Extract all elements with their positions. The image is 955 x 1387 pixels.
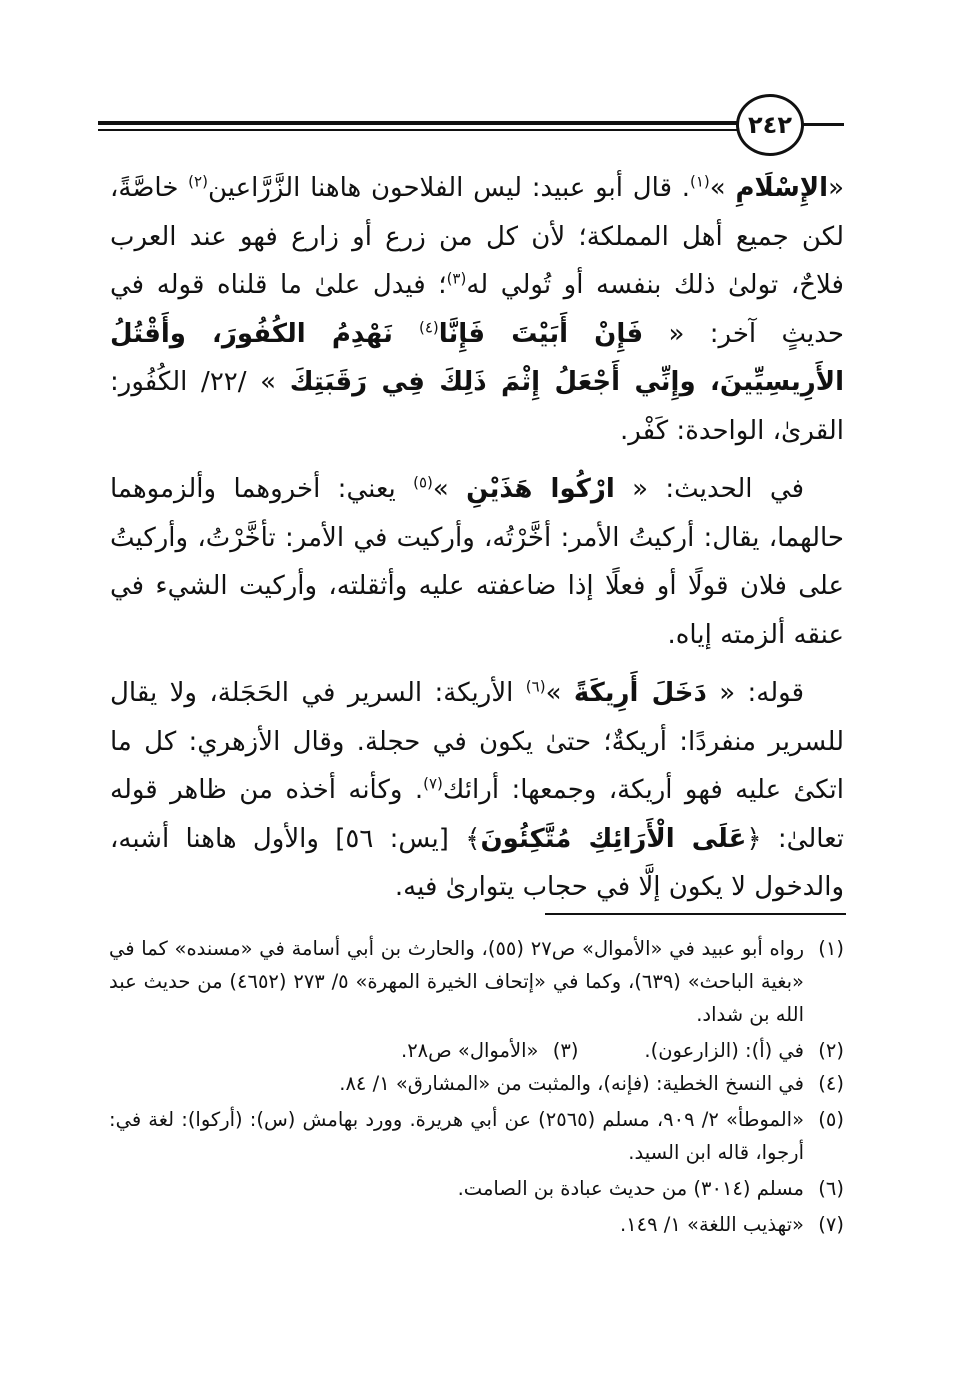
footnote	[109, 1103, 844, 1169]
footnote-ref: (٦)	[525, 677, 546, 696]
footnote-text: «الأموال» ص٢٨.	[400, 1039, 539, 1062]
text-run: في الحديث: «	[614, 474, 804, 504]
text-run: ﴾ [يس: ٥٦] والأول هاهنا أشبه، والدخول لا يكون إلَّا في حجاب يتوارىٰ فيه.	[110, 823, 844, 902]
paragraph	[110, 465, 844, 659]
footnote	[109, 932, 844, 1031]
quoted-text: الإِسْلَامِ	[735, 173, 829, 203]
text-run: . قال أبو عبيد: ليس الفلاحون هاهنا الزَّرَّاعين	[207, 173, 690, 203]
footnote-ref: (٧)	[423, 774, 443, 793]
footnote-text: في النسخ الخطية: (فإنه)، والمثبت من «المشارق» ١/ ٨٤.	[339, 1072, 804, 1095]
footnote-text: «الموطأ» ٢/ ٩٠٩، مسلم (٢٥٦٥) عن أبي هريرة. وورد بهامش (س): (أركوا): لغة في: أرجوا، قاله ابن السيد.	[109, 1108, 804, 1164]
quoted-text: دَخَلَ أَرِيكَةً	[573, 678, 707, 708]
footnote-text: رواه أبو عبيد في «الأموال» ص٢٧ (٥٥)، والحارث بن أبي أسامة في «مسنده» كما في «بغية الباحث» (٦٣٩)، وكما في «إتحاف الخيرة المهرة» ٥/ ٢٧٣ (٤٦٥٢) من حديث عبد الله بن شداد.	[109, 937, 804, 1026]
footnote-text: «تهذيب اللغة» ١/ ١٤٩.	[619, 1213, 804, 1236]
footnote	[109, 1172, 844, 1205]
text-run: . وكأنه أخذه من ظاهر قوله تعالىٰ: ﴿	[110, 775, 844, 854]
header-rule-right	[802, 123, 844, 126]
footnote-text: في (أ): (الزارعون).	[644, 1039, 804, 1062]
header-rule-bottom	[98, 129, 738, 131]
footnote	[109, 1067, 844, 1100]
footnote-number: (٣)	[552, 1039, 579, 1062]
quoted-text: فَإِنْ أَبَيْتَ فَإِنَّا	[438, 318, 644, 349]
page-number: ٢٤٢	[736, 94, 804, 156]
body-text	[110, 164, 844, 912]
text-run: » /٢٢/ الكُفُور: القرىٰ، الواحدة: كَفْر.	[110, 367, 844, 446]
text-run: خاصَّةً، لكن جميع أهل المملكة؛ لأن كل من زرع أو زارع فهو عند العرب فلاحٌ، تولىٰ ذلك بنفسه أو تُولي له	[110, 173, 844, 300]
footnote-ref: (٢)	[188, 172, 208, 191]
text-run: يعني: أخروهما وألزموهما حالهما، يقال: أركيتُ الأمر: أخَّرْتُه، وأركيت في الأمر: تأخَّرْتُ، وأركيتُ على فلان قولًا أو فعلًا إذا ضاعفته عليه وأثقلته، وأركيت الشيء في عنقه ألزمته إياه.	[110, 474, 844, 650]
footnote	[109, 1208, 844, 1241]
text-run: «	[828, 173, 844, 203]
footnotes	[109, 932, 844, 1244]
quoted-text: عَلَى الْأَرَائِكِ مُتَّكِئُونَ	[480, 823, 747, 854]
footnote-ref: (٥)	[413, 473, 433, 492]
text-run: »	[432, 474, 467, 504]
text-run: قوله: «	[706, 678, 805, 708]
footnote-row	[109, 1034, 844, 1067]
footnote-number: (٥)	[818, 1108, 844, 1131]
footnote-number: (٢)	[818, 1039, 844, 1062]
text-run: الأريكة: السرير في الحَجَلة، ولا يقال للسرير منفردًا: أريكةٌ؛ حتىٰ يكون في حجلة. وقال الأزهري: كل ما اتكئ عليه فهو أريكة، وجمعها: أرائك	[110, 678, 845, 805]
text-run: »	[709, 173, 736, 203]
header-rule-top	[98, 121, 738, 125]
footnote-ref: (١)	[690, 172, 710, 191]
quoted-text: ارْكُوا هَذَيْنِ	[466, 474, 615, 504]
footnote-separator	[545, 913, 846, 915]
footnote-number: (٦)	[818, 1177, 844, 1200]
footnote	[401, 1034, 578, 1067]
footnote-number: (٤)	[818, 1072, 844, 1095]
footnote-text: مسلم (٣٠١٤) من حديث عبادة بن الصامت.	[457, 1177, 804, 1200]
footnote-number: (٧)	[818, 1213, 844, 1236]
footnote	[644, 1034, 844, 1067]
paragraph	[110, 164, 844, 455]
footnote-number: (١)	[818, 937, 844, 960]
footnote-ref: (٤)	[418, 317, 439, 336]
quoted-text: نَهْدِمُ الكُفُورَ، وأَقْتُلُ الأَرِيسِيِّينَ، وإِنِّي أَجْعَلُ إِثْمَ ذَلِكَ فِي رَقَبَتِكَ	[110, 318, 844, 397]
footnote-ref: (٣)	[446, 269, 467, 288]
paragraph	[110, 669, 844, 912]
text-run: ؛ فيدل علىٰ ما قلناه قوله في حديثٍ آخر: «	[110, 270, 844, 349]
text-run: »	[545, 678, 574, 708]
